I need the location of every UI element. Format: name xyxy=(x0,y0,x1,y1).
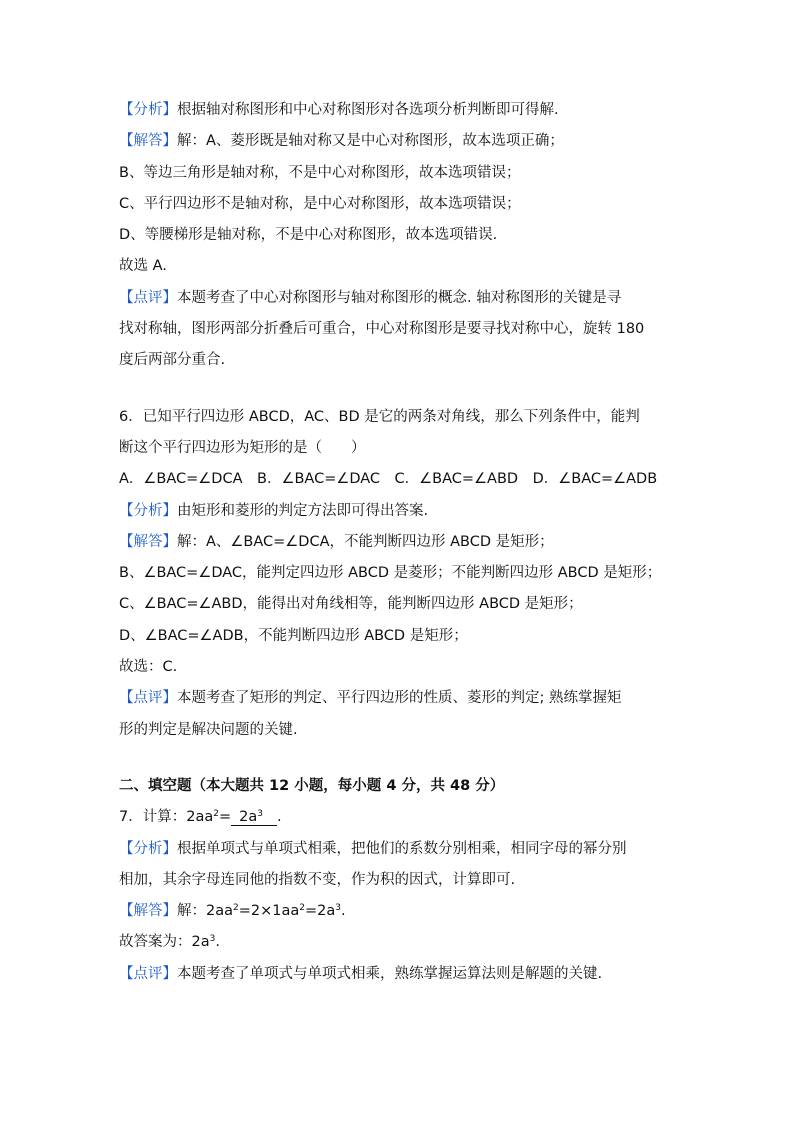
analysis-tag: 【分析】 xyxy=(119,102,177,118)
q6-solution-c: C、∠BAC=∠ABD，能得出对角线相等，能判断四边形 ABCD 是矩形； xyxy=(119,596,583,613)
q6-answer: 故选：C. xyxy=(119,659,178,676)
q5-solution-b: B、等边三角形是轴对称，不是中心对称图形，故本选项错误； xyxy=(119,164,521,181)
solution-tag: 【解答】 xyxy=(119,133,177,150)
q6-comment-line-2: 形的判定是解决问题的关键. xyxy=(119,721,298,738)
section-title: 二、填空题（本大题共 12 小题，每小题 4 分，共 48 分） xyxy=(119,777,505,794)
q6-solution-d: D、∠BAC=∠ADB，不能判断四边形 ABCD 是矩形； xyxy=(119,627,468,644)
q7-comment: 【点评】本题考查了单项式与单项式相乘，熟练掌握运算法则是解题的关键. xyxy=(119,965,603,982)
q6-stem: 6．已知平行四边形 ABCD，AC、BD 是它的两条对角线，那么下列条件中，能判 xyxy=(119,408,640,425)
solution-tag: 【解答】 xyxy=(119,903,177,920)
q7-analysis: 【分析】根据单项式与单项式相乘，把他们的系数分别相乘，相同字母的幂分别 xyxy=(119,840,627,857)
analysis-tag: 【分析】 xyxy=(119,840,177,857)
spacer xyxy=(119,751,679,776)
q5-comment: 【点评】本题考查了中心对称图形与轴对称图形的概念. 轴对称图形的关键是寻 xyxy=(119,289,622,306)
q5-comment-line-2: 找对称轴，图形两部分折叠后可重合，中心对称图形是要寻找对称中心，旋转 180 xyxy=(119,321,645,338)
q6-options: A．∠BAC=∠DCA B．∠BAC=∠DAC C．∠BAC=∠ABD D．∠BAC=∠ADB xyxy=(119,471,658,488)
q5-comment-line-3: 度后两部分重合. xyxy=(119,352,226,369)
answer-blank: $2a^3$ xyxy=(231,809,277,826)
q5-solution-c: C、平行四边形不是轴对称，是中心对称图形，故本选项错误； xyxy=(119,195,521,212)
comment-tag: 【点评】 xyxy=(119,289,177,306)
comment-tag: 【点评】 xyxy=(119,965,177,982)
q7-stem: 7．计算：$2aa^2= 2a^3$ . xyxy=(119,809,282,826)
q5-solution-a: 【解答】解：A、菱形既是轴对称又是中心对称图形，故本选项正确； xyxy=(119,133,564,150)
q6-solution-b: B、∠BAC=∠DAC，能判定四边形 ABCD 是菱形；不能判断四边形 ABCD 是矩形； xyxy=(119,565,662,582)
q6-stem-line-2: 断这个平行四边形为矩形的是（ ） xyxy=(119,439,366,456)
q6-solution-a: 【解答】解：A、∠BAC=∠DCA，不能判断四边形 ABCD 是矩形； xyxy=(119,533,554,550)
analysis-tag: 【分析】 xyxy=(119,502,177,519)
q5-answer: 故选 A. xyxy=(119,258,167,275)
q6-comment: 【点评】本题考查了矩形的判定、平行四边形的性质、菱形的判定; 熟练掌握矩 xyxy=(119,690,622,707)
q6-analysis: 【分析】由矩形和菱形的判定方法即可得出答案. xyxy=(119,502,429,519)
q7-analysis-line-2: 相加，其余字母连同他的指数不变，作为积的因式，计算即可. xyxy=(119,871,516,888)
q5-solution-d: D、等腰梯形是轴对称，不是中心对称图形，故本选项错误. xyxy=(119,227,498,244)
q5-analysis: 【分析】根据轴对称图形和中心对称图形对各选项分析判断即可得解. xyxy=(119,102,559,118)
solution-tag: 【解答】 xyxy=(119,533,177,550)
document-content xyxy=(119,100,679,995)
q7-solution: 【解答】解：$2aa^2=2\times 1aa^2=2a^3$. xyxy=(119,903,346,920)
comment-tag: 【点评】 xyxy=(119,690,177,707)
q7-answer: 故答案为：$2a^3$. xyxy=(119,934,220,951)
spacer xyxy=(119,382,679,407)
